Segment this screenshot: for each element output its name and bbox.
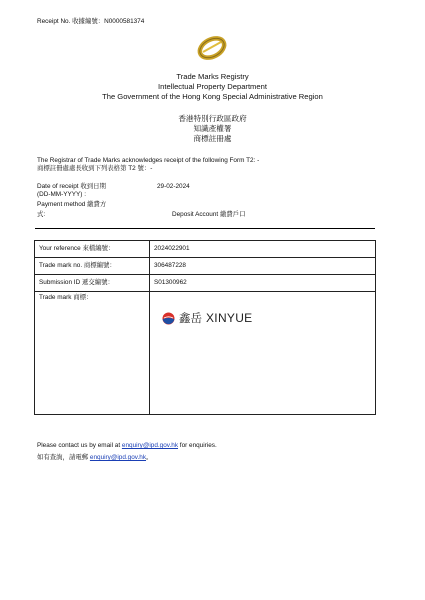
government-name-cn: 香港特別行政區政府 [178,114,247,123]
xinyue-logo-icon [162,312,175,325]
receipt-number-value: N0000581374 [104,18,145,25]
trade-mark-no-value: 306487228 [150,258,376,275]
table-row [35,275,376,292]
contact-en-suffix: for enquiries. [178,442,217,449]
table-row [35,292,376,415]
date-of-receipt-label: Date of receipt 收到日期 [37,183,106,190]
section-divider [35,228,375,229]
trade-mark-cell [150,292,376,415]
date-of-receipt-value: 29-02-2024 [157,183,190,190]
trade-mark-chinese: 鑫岳 [179,311,202,325]
submission-id-value: S01300962 [150,275,376,292]
contact-en-prefix: Please contact us by email at [37,442,122,449]
trade-mark-english: XINYUE [206,311,253,325]
department-name: Intellectual Property Department [158,82,267,91]
reference-value: 2024022901 [150,241,376,258]
trade-mark-label: Trade mark 商標： [35,292,150,415]
reference-label: Your reference 來檔編號： [35,241,150,258]
contact-line-cn [37,454,152,462]
registry-name-cn: 商標註冊處 [193,134,232,143]
payment-method-label: Payment method 繳費方 [37,201,107,208]
ipd-logo-icon [194,32,230,62]
contact-cn-prefix: 如有查詢，請電郵 [37,454,90,461]
enquiry-email-link-cn[interactable]: enquiry@ipd.gov.hk [89,454,147,461]
department-name-cn: 知識產權署 [193,124,232,133]
payment-method-label-cont: 式: [37,211,46,218]
payment-method-value: Deposit Account 繳費戶口 [172,211,246,218]
acknowledgement-en: The Registrar of Trade Marks acknowledges receipt of the following Form T2: - [37,157,260,164]
receipt-number-line [37,18,144,26]
ipd-logo [194,32,230,62]
table-row [35,241,376,258]
application-details-table [34,240,376,415]
enquiry-email-link[interactable]: enquiry@ipd.gov.hk [121,442,179,449]
table-row [35,258,376,275]
contact-cn-suffix: 。 [146,454,153,461]
contact-line-en [37,442,217,450]
registry-name: Trade Marks Registry [176,72,249,81]
acknowledgement-cn: 商標註冊處處長收到下列表格第 T2 號：- [37,165,153,172]
trade-mark-no-label: Trade mark no. 商標編號： [35,258,150,275]
submission-id-label: Submission ID 遞交編號： [35,275,150,292]
receipt-number-label: Receipt No. 收據編號： [37,18,105,25]
trade-mark-image [162,310,371,326]
government-name: The Government of the Hong Kong Special Administrative Region [102,92,323,101]
date-format-label: (DD-MM-YYYY) : [37,191,86,198]
